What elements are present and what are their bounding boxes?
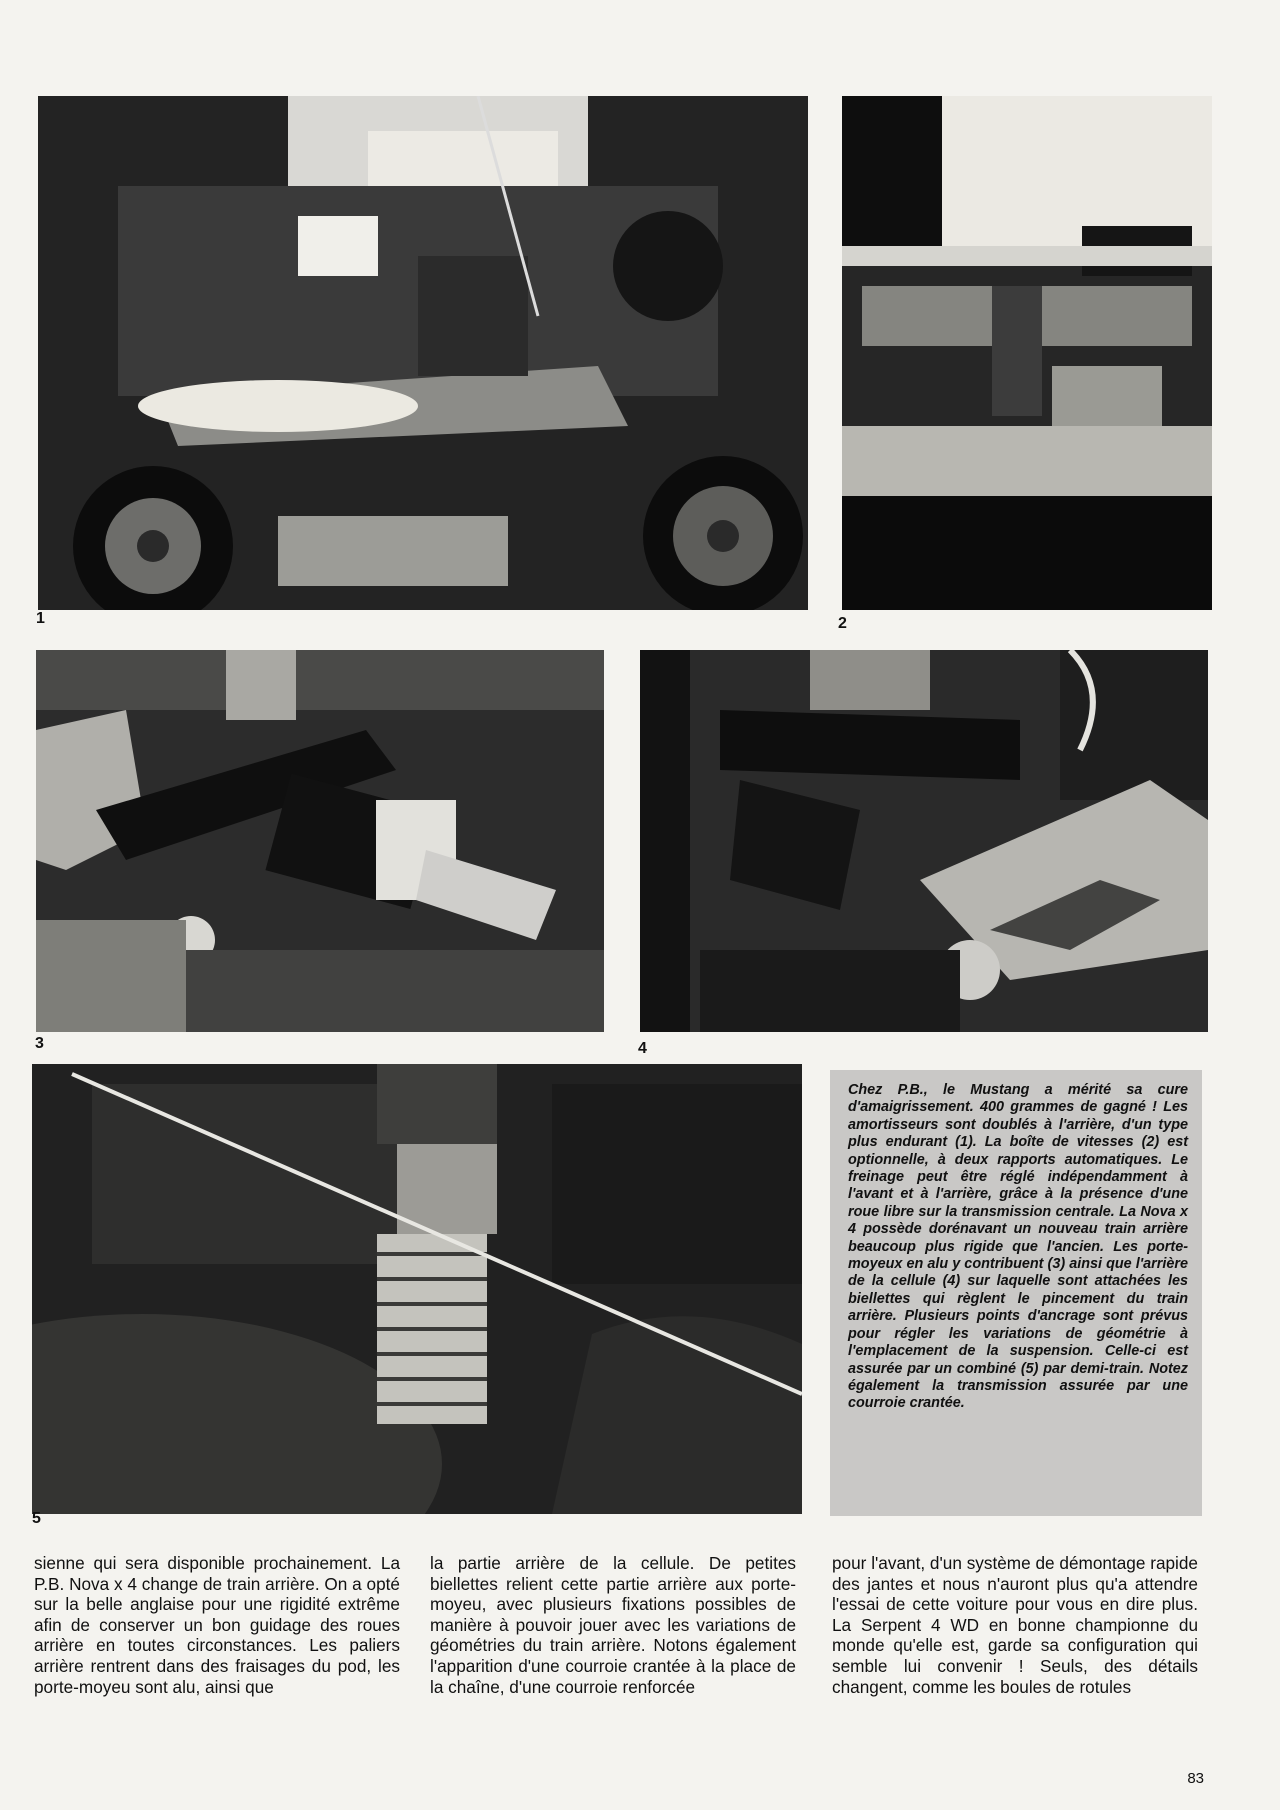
photo-caption-box [830,1070,1202,1516]
page-number: 83 [1187,1770,1204,1787]
figure-number: 1 [36,610,45,627]
figure-number: 5 [32,1510,41,1527]
figure-number: 4 [638,1040,647,1057]
photo-2-gearbox [842,96,1212,610]
photo-4-rear-cell [640,650,1208,1032]
photo-1-chassis [38,96,808,610]
figure-number: 2 [838,615,847,632]
body-column-3: pour l'avant, d'un système de démontage rapide des jantes et nous n'auront plus qu'a attendre l'essai de cette voiture pour vous en dire plus. La Serpent 4 WD en bonne championne du monde qu'elle est, garde sa configuration qui semble lui convenir ! Seuls, des détails changent, comme les boules de rotules [832,1553,1198,1697]
caption-text: Chez P.B., le Mustang a mérité sa cure d'amaigrissement. 400 grammes de gagné ! Les amortisseurs sont doublés à l'arrière, d'un type plus endurant (1). La boîte de vitesses (2) est optionnelle, à deux rapports automatiques. Le freinage peut être réglé indépendamment à l'avant et à l'arrière, grâce à la présence d'une roue libre sur la transmission centrale. La Nova x 4 possède dorénavant un nouveau train arrière beaucoup plus rigide que l'ancien. Les porte-moyeux en alu y contribuent (3) ainsi que l'arrière de la cellule (4) sur laquelle sont attachées les biellettes qui règlent le pincement du train arrière. Plusieurs points d'ancrage sont prévus pour régler les variations de géométrie à l'emplacement de la suspension. Celle-ci est assurée par un combiné (5) par demi-train. Notez également la transmission assurée par une courroie crantée. [848,1082,1188,1412]
body-column-1: sienne qui sera disponible prochainement. La P.B. Nova x 4 change de train arrière. On a opté sur la belle anglaise pour une rigidité extrême afin de conserver un bon guidage des roues arrière en toutes circonstances. Les paliers arrière rentrent dans des fraisages du pod, les porte-moyeu sont alu, ainsi que [34,1553,400,1697]
body-column-2: la partie arrière de la cellule. De petites biellettes relient cette partie arrière aux porte-moyeu, avec plusieurs fixations possibles de manière à pouvoir jouer avec les variations de géométries du train arrière. Notons également l'apparition d'une courroie crantée à la place de la chaîne, d'une courroie renforcée [430,1553,796,1697]
photo-3-hub-carrier [36,650,604,1032]
photo-5-shock-absorber [32,1064,802,1514]
figure-number: 3 [35,1035,44,1052]
